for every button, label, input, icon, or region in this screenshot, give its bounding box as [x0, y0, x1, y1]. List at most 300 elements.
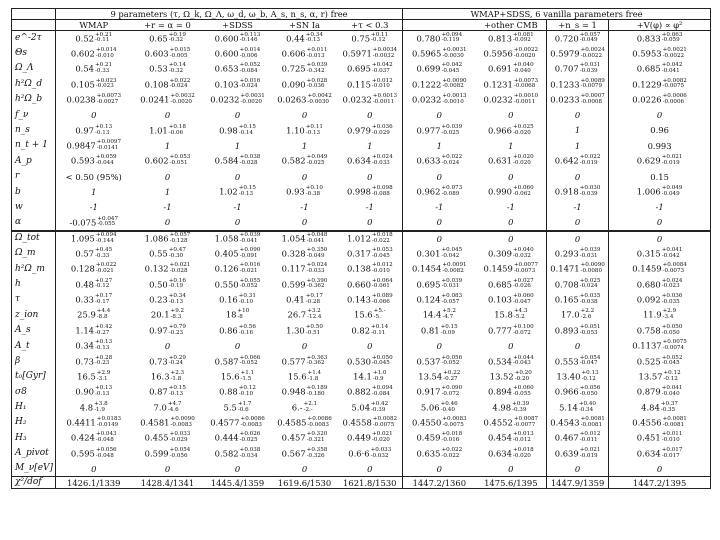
- table-cell: [204, 261, 272, 276]
- table-cell: 0: [403, 461, 476, 476]
- table-row: [12, 277, 711, 292]
- upper-error: +0.014: [95, 46, 117, 53]
- table-cell: [338, 415, 403, 430]
- table-cell: -1: [403, 200, 476, 215]
- upper-error: +0.42: [95, 323, 113, 330]
- cell-uncertainty: [513, 63, 534, 75]
- cell-value: 0.780: [416, 32, 441, 43]
- table-cell: [132, 415, 204, 430]
- cell-uncertainty: [307, 233, 328, 245]
- upper-error: +0.45: [95, 246, 113, 253]
- table-cell: 1: [547, 138, 609, 153]
- lower-error: -0.34: [578, 406, 594, 413]
- cell-value: 0.966: [487, 125, 512, 136]
- table-cell: [403, 384, 476, 399]
- table-cell: [132, 400, 204, 415]
- column-header: +n_s = 1: [547, 20, 609, 31]
- cell-value: 0.117: [281, 263, 306, 274]
- table-cell: [609, 292, 711, 307]
- cell-uncertainty: [169, 325, 186, 337]
- cell-uncertainty: [373, 417, 397, 429]
- lower-error: -0.0030: [442, 52, 464, 59]
- table-cell: [338, 400, 403, 415]
- table-cell: [132, 92, 204, 107]
- cell-uncertainty: [513, 325, 534, 337]
- lower-error: -0.056: [169, 452, 188, 459]
- upper-error: +0.0083: [442, 416, 467, 423]
- upper-error: +0.033: [370, 446, 392, 453]
- cell-value: 0.0238: [66, 94, 96, 105]
- cell-uncertainty: [169, 248, 186, 260]
- lower-error: -1.8: [170, 375, 182, 382]
- cell-uncertainty: [580, 279, 601, 291]
- table-cell: [403, 446, 476, 461]
- cell-uncertainty: [306, 325, 323, 337]
- cell-uncertainty: [514, 48, 538, 60]
- upper-error: +0.047: [97, 215, 118, 222]
- cell-uncertainty: [662, 63, 683, 75]
- table-cell: -1: [365, 202, 374, 213]
- table-cell: [476, 61, 547, 76]
- table-cell: [272, 400, 338, 415]
- cell-value: 0.631: [487, 155, 512, 166]
- table-cell: [338, 354, 403, 369]
- upper-error: +0.39: [512, 400, 530, 407]
- cell-uncertainty: [442, 79, 466, 91]
- table-cell: 0: [403, 169, 476, 184]
- table-cell: [56, 431, 132, 446]
- cell-value: 16.3: [150, 371, 170, 382]
- table-cell: -1: [609, 200, 711, 215]
- table-cell: [272, 77, 338, 92]
- table-cell: [272, 369, 338, 384]
- table-cell: 0: [234, 217, 241, 228]
- row-label: Ω_tot: [12, 231, 56, 246]
- table-cell: [547, 308, 609, 323]
- lower-error: -0.0010: [442, 98, 464, 105]
- lower-error: -0.128: [169, 237, 188, 244]
- cell-value: 0.50: [149, 278, 168, 289]
- cell-value: 0.603: [144, 48, 169, 59]
- upper-error: +0.030: [579, 185, 601, 192]
- cell-uncertainty: [663, 417, 687, 429]
- cell-uncertainty: [95, 279, 112, 291]
- cell-value: 0.966: [554, 386, 579, 397]
- cell-uncertainty: [239, 294, 256, 306]
- upper-error: +2.9: [96, 369, 111, 376]
- cell-uncertainty: [170, 48, 191, 60]
- column-header: +SDSS: [204, 20, 272, 31]
- cell-value: 0.138: [346, 263, 371, 274]
- upper-error: +0.055: [239, 277, 261, 284]
- cell-value: 0.893: [554, 325, 579, 336]
- lower-error: -0.30: [168, 252, 184, 259]
- table-cell: [403, 431, 476, 446]
- upper-error: +0.0086: [307, 416, 332, 423]
- row-label: Ω_m: [15, 248, 36, 259]
- lower-error: -0.023: [661, 283, 680, 290]
- upper-error: +0.041: [661, 385, 683, 392]
- table-cell: [476, 400, 547, 415]
- cell-uncertainty: [240, 48, 261, 60]
- cell-value: 0.90: [75, 386, 94, 397]
- upper-error: +0.113: [239, 31, 261, 38]
- table-cell: [204, 384, 272, 399]
- lower-error: -0.044: [95, 160, 114, 167]
- lower-error: -0.11: [371, 329, 386, 336]
- upper-error: +0.17: [305, 292, 323, 299]
- cell-uncertainty: [307, 63, 328, 75]
- table-cell: [547, 323, 609, 338]
- upper-error: +1.4: [307, 369, 322, 376]
- cell-value: 0.4585: [277, 417, 307, 428]
- cell-value: 26.7: [287, 309, 307, 320]
- upper-error: +2.1: [303, 400, 318, 407]
- table-cell: -1: [163, 202, 172, 213]
- table-cell: [338, 61, 403, 76]
- table-cell: [476, 431, 547, 446]
- cell-uncertainty: [96, 48, 117, 60]
- cell-uncertainty: [580, 186, 601, 198]
- cell-value: 0.454: [487, 432, 512, 443]
- table-cell: [547, 369, 609, 384]
- cell-value: 0.599: [281, 278, 306, 289]
- lower-error: -0.045: [371, 360, 390, 367]
- lower-error: -0.0020: [240, 98, 262, 105]
- lower-error: -0.040: [661, 391, 680, 398]
- column-header: +τ < 0.3: [338, 20, 403, 31]
- lower-error: -0.050: [661, 329, 680, 336]
- upper-error: +0.13: [581, 369, 599, 376]
- lower-error: -0.020: [512, 452, 531, 459]
- lower-error: -0.0020: [170, 98, 192, 105]
- table-cell: [547, 354, 609, 369]
- table-cell: [609, 261, 711, 276]
- cell-uncertainty: [307, 356, 328, 368]
- table-cell: 0: [301, 340, 308, 351]
- cell-uncertainty: [662, 279, 683, 291]
- table-cell: [338, 431, 403, 446]
- cell-value: 0.1229: [632, 78, 662, 89]
- table-cell: [403, 77, 476, 92]
- table-cell: 0.96: [609, 123, 711, 138]
- table-row: [12, 446, 711, 461]
- lower-error: -0.27: [443, 375, 458, 382]
- upper-error: +0.350: [306, 246, 328, 253]
- upper-error: +0.012: [579, 431, 601, 438]
- table-cell: [272, 431, 338, 446]
- table-cell: [403, 46, 476, 61]
- lower-error: -0.19: [168, 283, 184, 290]
- cell-value: 0.81: [420, 325, 440, 336]
- cell-value: 0.634: [487, 448, 512, 459]
- upper-error: +0.022: [95, 262, 117, 269]
- cell-value: 0.73: [149, 355, 168, 366]
- table-cell: [609, 446, 711, 461]
- table-cell: 0: [508, 217, 514, 228]
- table-cell: [56, 61, 132, 76]
- lower-error: -0.029: [371, 129, 390, 136]
- upper-error: +0.064: [371, 277, 393, 284]
- upper-error: +0.0082: [372, 416, 398, 423]
- cell-value: 0.090: [281, 78, 306, 89]
- table-row: [12, 354, 711, 369]
- row-label: Θs: [15, 48, 27, 59]
- cell-uncertainty: [171, 417, 195, 429]
- lower-error: -0.041: [661, 67, 680, 74]
- row-label: β: [15, 355, 21, 366]
- cell-uncertainty: [307, 309, 321, 321]
- lower-error: -0.020: [512, 160, 531, 167]
- cell-uncertainty: [170, 155, 191, 167]
- row-label: n_t + 1: [15, 140, 48, 151]
- cell-uncertainty: [441, 155, 462, 167]
- lower-error: -0.045: [441, 67, 460, 74]
- table-cell: 0: [403, 338, 476, 353]
- table-cell: [56, 308, 132, 323]
- lower-error: -0.32: [168, 67, 184, 74]
- upper-error: +0.0075: [662, 339, 687, 346]
- cell-value: 0.5956: [483, 48, 513, 59]
- lower-error: -0.050: [579, 391, 598, 398]
- table-cell: [272, 154, 338, 169]
- table-cell: [609, 77, 711, 92]
- lower-error: -0.0083: [307, 421, 329, 428]
- cell-uncertainty: [580, 432, 601, 444]
- upper-error: +3.2: [307, 308, 321, 315]
- cell-uncertainty: [169, 279, 186, 291]
- lower-error: -0.0027: [96, 98, 119, 105]
- table-cell: [56, 369, 132, 384]
- cell-value: 0.758: [636, 325, 661, 336]
- cell-value: 0.165: [554, 294, 579, 305]
- table-row: [12, 231, 711, 246]
- cell-uncertainty: [372, 432, 393, 444]
- table-cell: [403, 123, 476, 138]
- lower-error: -0.024: [441, 160, 460, 167]
- upper-error: +0.018: [371, 231, 393, 238]
- upper-error: +0.090: [239, 246, 261, 253]
- upper-error: +0.15: [168, 385, 186, 392]
- cell-uncertainty: [662, 386, 683, 398]
- cell-value: 0.633: [416, 155, 441, 166]
- cell-value: 0.634: [346, 155, 371, 166]
- cell-value: 0.455: [144, 432, 169, 443]
- cell-uncertainty: [308, 371, 322, 383]
- cell-uncertainty: [513, 155, 534, 167]
- upper-error: +0.21: [95, 62, 113, 69]
- lower-error: -0.048: [95, 452, 114, 459]
- cell-uncertainty: [169, 63, 186, 75]
- cell-value: 1.086: [144, 233, 169, 244]
- cell-uncertainty: [95, 33, 112, 45]
- cell-value: 0.833: [636, 32, 661, 43]
- lower-error: -0.10: [238, 391, 254, 398]
- table-cell: [132, 308, 204, 323]
- upper-error: +0.022: [441, 154, 463, 161]
- table-cell: [609, 46, 711, 61]
- upper-error: +0.012: [371, 77, 393, 84]
- upper-error: +0.0013: [442, 92, 467, 99]
- table-cell: 1: [164, 140, 171, 151]
- table-cell: [476, 261, 547, 276]
- lower-error: -3.1: [96, 375, 108, 382]
- table-row: [12, 461, 711, 476]
- table-cell: [204, 231, 272, 246]
- upper-error: +0.038: [239, 154, 261, 161]
- lower-error: -0.28: [305, 298, 321, 305]
- cell-uncertainty: [580, 155, 601, 167]
- cell-uncertainty: [170, 448, 191, 460]
- upper-error: +0.056: [95, 446, 117, 453]
- group-header-wmap-sdss: WMAP+SDSS, 6 vanilla parameters free: [403, 9, 711, 20]
- column-header: [403, 20, 476, 31]
- lower-error: -0.326: [306, 452, 325, 459]
- table-cell: [272, 123, 338, 138]
- cell-value: 0.5965: [412, 48, 442, 59]
- lower-error: -0.037: [371, 67, 390, 74]
- cell-value: 1.01: [149, 125, 168, 136]
- upper-error: +0.033: [169, 431, 191, 438]
- cell-value: 0.530: [346, 355, 371, 366]
- cell-uncertainty: [514, 417, 538, 429]
- cell-uncertainty: [513, 448, 534, 460]
- cell-value: 1.14: [75, 325, 94, 336]
- cell-uncertainty: [442, 309, 456, 321]
- table-cell: [272, 277, 338, 292]
- cell-uncertainty: [580, 248, 601, 260]
- cell-value: 0.1233: [550, 78, 580, 89]
- cell-uncertainty: [95, 294, 112, 306]
- lower-error: -0.048: [95, 437, 114, 444]
- cell-uncertainty: [169, 125, 186, 137]
- cell-uncertainty: [94, 402, 108, 414]
- cell-value: 0.108: [144, 78, 169, 89]
- cell-value: 0.707: [554, 63, 579, 74]
- cell-value: 0.82: [351, 325, 371, 336]
- cell-uncertainty: [95, 248, 112, 260]
- upper-error: +0.0031: [442, 46, 467, 53]
- upper-error: +0.039: [441, 277, 463, 284]
- cell-value: 15.6: [287, 371, 307, 382]
- cell-value: 0.699: [416, 63, 441, 74]
- table-cell: [609, 400, 711, 415]
- upper-error: +0.039: [579, 246, 601, 253]
- table-cell: [403, 261, 476, 276]
- cell-value: 14.1: [353, 371, 372, 382]
- table-cell: [56, 277, 132, 292]
- cell-value: 0.41: [286, 294, 305, 305]
- upper-error: +0.018: [441, 431, 463, 438]
- lower-error: -2.-: [303, 406, 313, 413]
- upper-error: +0.016: [239, 77, 261, 84]
- cell-uncertainty: [240, 356, 261, 368]
- lower-error: -0.052: [239, 283, 258, 290]
- upper-error: +0.0081: [580, 416, 605, 423]
- table-cell: [204, 123, 272, 138]
- row-label: H₁: [15, 402, 27, 413]
- table-cell: [476, 46, 547, 61]
- lower-error: -0.049: [661, 191, 680, 198]
- cell-uncertainty: [371, 33, 388, 45]
- cell-uncertainty: [96, 233, 117, 245]
- cell-uncertainty: [170, 263, 191, 275]
- lower-error: -0.13: [305, 37, 321, 44]
- lower-error: -8: [237, 314, 243, 321]
- table-cell: [132, 292, 204, 307]
- upper-error: +0.052: [239, 62, 261, 69]
- table-cell: [56, 415, 132, 430]
- table-cell: [547, 92, 609, 107]
- table-cell: [338, 446, 403, 461]
- chi2-cell: 1619.6/1530: [272, 477, 338, 489]
- cell-uncertainty: [663, 309, 677, 321]
- cell-value: 0.584: [214, 155, 239, 166]
- cell-uncertainty: [169, 33, 186, 45]
- cell-value: 0.317: [346, 248, 371, 259]
- table-cell: [272, 92, 338, 107]
- table-cell: 0: [234, 109, 241, 120]
- chi2-cell: 1475.6/1395: [476, 477, 547, 489]
- upper-error: +0.40: [578, 400, 596, 407]
- cell-uncertainty: [238, 402, 252, 414]
- table-cell: [204, 184, 272, 199]
- cell-value: 0.128: [70, 263, 95, 274]
- cell-uncertainty: [513, 294, 534, 306]
- cell-uncertainty: [95, 356, 112, 368]
- lower-error: -0.39: [371, 406, 386, 413]
- table-cell: [609, 246, 711, 261]
- table-row: [12, 292, 711, 307]
- cell-uncertainty: [662, 294, 683, 306]
- cell-uncertainty: [169, 386, 186, 398]
- table-cell: [272, 61, 338, 76]
- cell-uncertainty: [372, 386, 393, 398]
- chi2-row: [12, 477, 711, 489]
- cell-uncertainty: [441, 294, 462, 306]
- column-header: +SN Ia: [272, 20, 338, 31]
- table-cell: [132, 231, 204, 246]
- upper-error: +0.049: [661, 185, 683, 192]
- table-cell: 0: [301, 171, 308, 182]
- lower-error: -0.038: [579, 298, 598, 305]
- lower-error: -0.23: [95, 360, 110, 367]
- table-cell: [547, 246, 609, 261]
- table-cell: -1: [56, 200, 132, 215]
- upper-error: +0.0090: [170, 416, 195, 423]
- row-label: Ω_Λ: [15, 63, 34, 74]
- upper-error: +5.2: [442, 308, 456, 315]
- lower-error: -0.0032: [372, 52, 395, 59]
- table-cell: [204, 46, 272, 61]
- row-label: w: [15, 201, 23, 212]
- table-cell: 0: [403, 231, 476, 246]
- upper-error: +0.189: [306, 385, 328, 392]
- cell-uncertainty: [513, 125, 534, 137]
- cell-uncertainty: [662, 325, 683, 337]
- cell-value: 15.6: [353, 309, 373, 320]
- table-cell: [272, 31, 338, 46]
- table-cell: < 0.50 (95%): [56, 169, 132, 184]
- cell-value: 5.5: [223, 402, 237, 413]
- cell-value: 5.14: [559, 402, 578, 413]
- table-cell: [547, 431, 609, 446]
- lower-error: -0.084: [371, 391, 390, 398]
- lower-error: -2.6: [580, 314, 592, 321]
- cell-value: 0.115: [346, 78, 371, 89]
- cell-uncertainty: [441, 63, 462, 75]
- cell-value: 0.0226: [632, 94, 662, 105]
